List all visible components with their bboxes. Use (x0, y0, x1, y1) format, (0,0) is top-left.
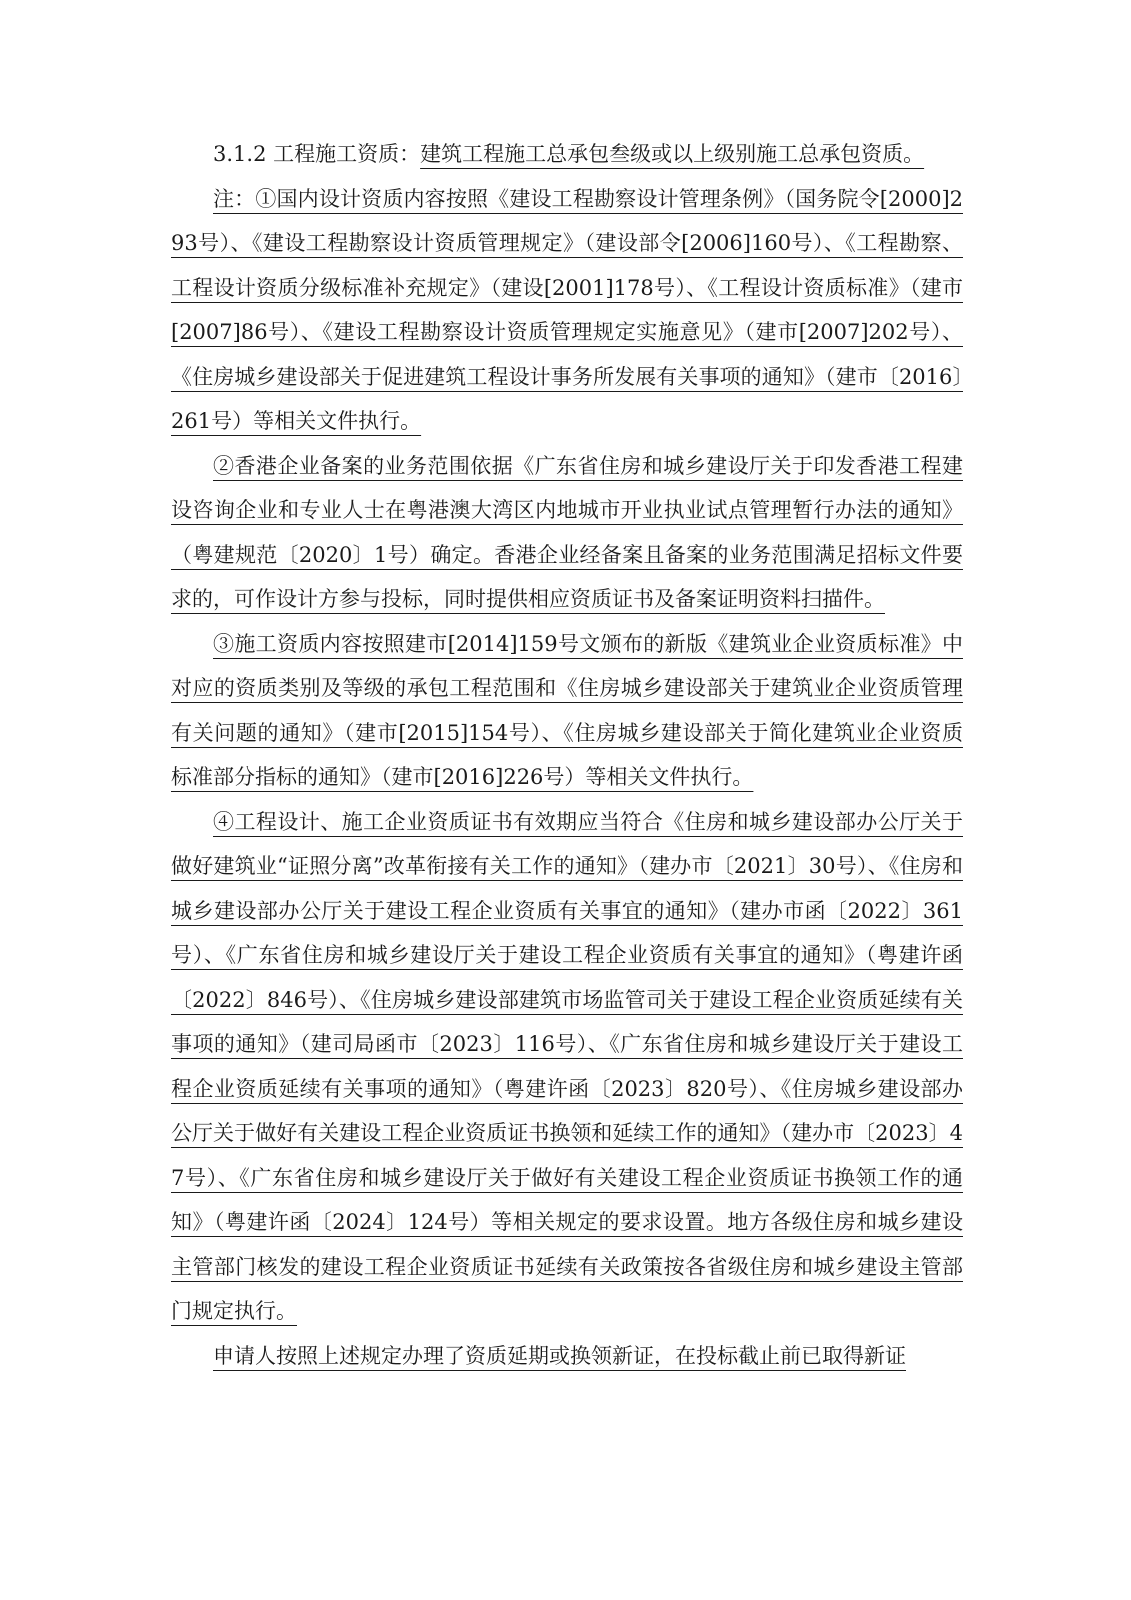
applicant-renewal-text: 申请人按照上述规定办理了资质延期或换领新证，在投标截止前已取得新证 (213, 1343, 906, 1368)
paragraph-note-4-certificate-validity (171, 800, 963, 1334)
paragraph-construction-qualification (171, 132, 963, 177)
paragraph-note-1-design-qualification (171, 177, 963, 444)
clause-number-label: 3.1.2 工程施工资质： (213, 142, 421, 166)
note-4-text: ④工程设计、施工企业资质证书有效期应当符合《住房和城乡建设部办公厅关于做好建筑业“证照分离”改革衔接有关工作的通知》（建办市〔2021〕30号）、《住房和城乡建设部办公厅关于建设工程企业资质有关事宜的通知》（建办市函〔2022〕361号）、《广东省住房和城乡建设厅关于建设工程企业资质有关事宜的通知》（粤建许函〔2022〕846号）、《住房城乡建设部建筑市场监管司关于建设工程企业资质延续有关事项的通知》（建司局函市〔2023〕116号）、《广东省住房和城乡建设厅关于建设工程企业资质延续有关事项的通知》（粤建许函〔2023〕820号）、《住房城乡建设部办公厅关于做好有关建设工程企业资质证书换领和延续工作的通知》（建办市〔2023〕47号）、《广东省住房和城乡建设厅关于做好有关建设工程企业资质证书换领工作的通知》（粤建许函〔2024〕124号）等相关规定的要求设置。地方各级住房和城乡建设主管部门核发的建设工程企业资质证书延续有关政策按各省级住房和城乡建设主管部门规定执行。 (171, 809, 963, 1323)
note-3-text: ③施工资质内容按照建市[2014]159号文颁布的新版《建筑业企业资质标准》中对应的资质类别及等级的承包工程范围和《住房城乡建设部关于建筑业企业资质管理有关问题的通知》（建市[2015]154号）、《住房城乡建设部关于简化建筑业企业资质标准部分指标的通知》（建市[2016]226号）等相关文件执行。 (171, 631, 963, 789)
document-page (171, 132, 963, 1378)
paragraph-applicant-renewal (171, 1334, 963, 1379)
note-2-text: ②香港企业备案的业务范围依据《广东省住房和城乡建设厅关于印发香港工程建设咨询企业和专业人士在粤港澳大湾区内地城市开业执业试点管理暂行办法的通知》（粤建规范〔2020〕1号）确定。香港企业经备案且备案的业务范围满足招标文件要求的，可作设计方参与投标，同时提供相应资质证书及备案证明资料扫描件。 (171, 453, 963, 611)
paragraph-note-2-hongkong-enterprise (171, 444, 963, 622)
note-1-text: 注：①国内设计资质内容按照《建设工程勘察设计管理条例》（国务院令[2000]293号）、《建设工程勘察设计资质管理规定》（建设部令[2006]160号）、《工程勘察、工程设计资质分级标准补充规定》（建设[2001]178号）、《工程设计资质标准》（建市[2007]86号）、《建设工程勘察设计资质管理规定实施意见》（建市[2007]202号）、《住房城乡建设部关于促进建筑工程设计事务所发展有关事项的通知》（建市〔2016〕261号）等相关文件执行。 (171, 186, 963, 433)
paragraph-note-3-construction-qualification (171, 622, 963, 800)
qualification-requirement-text: 建筑工程施工总承包叁级或以上级别施工总承包资质。 (420, 142, 925, 166)
